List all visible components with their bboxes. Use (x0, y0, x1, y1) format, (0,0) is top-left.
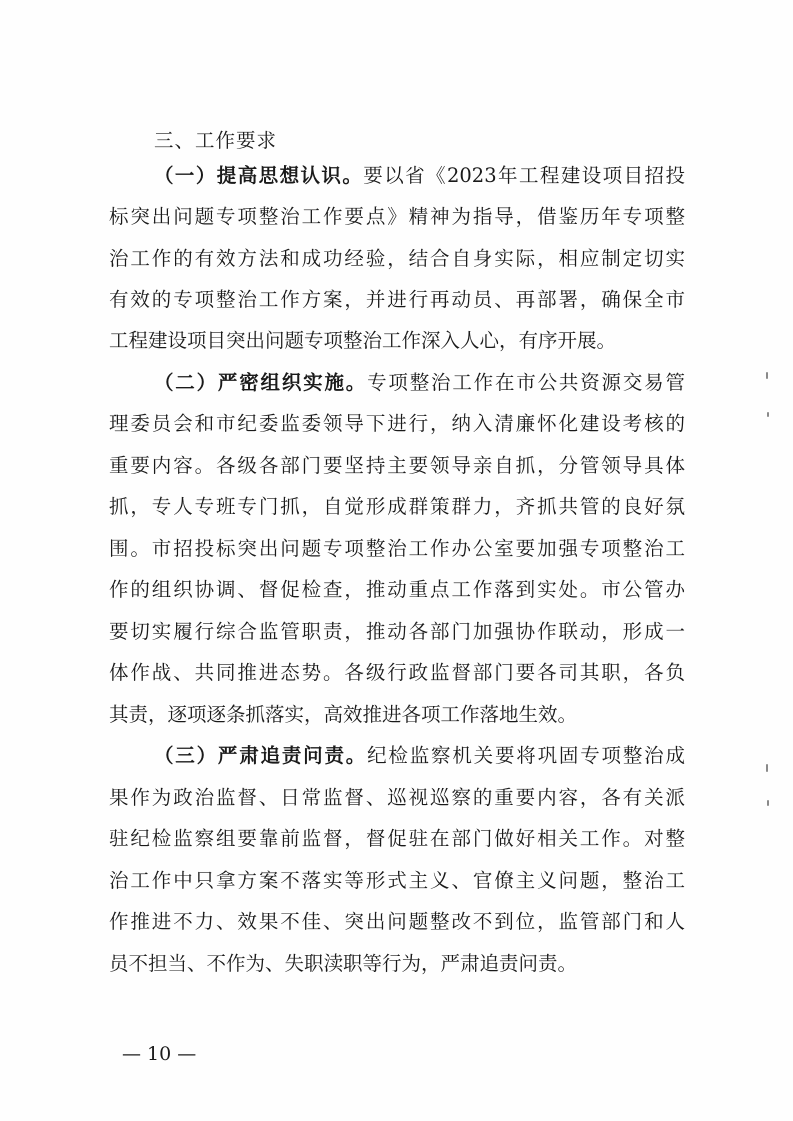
scan-mark (766, 372, 768, 379)
scan-mark (767, 800, 769, 806)
paragraph-3-line-3: 驻纪检监察组要靠前监督，督促驻在部门做好相关工作。对整 (109, 827, 685, 850)
paragraph-2-lead: （二）严密组织实施。 (154, 371, 368, 394)
paragraph-1-line-5: 工程建设项目突出问题专项整治工作深入人心，有序开展。 (109, 329, 617, 352)
paragraph-2-line-4: 抓，专人专班专门抓，自觉形成群策群力，齐抓共管的良好氛 (109, 495, 685, 518)
paragraph-3-line-6: 员不担当、不作为、失职渎职等行为，严肃追责问责。 (109, 952, 578, 975)
paragraph-2-line-9: 其责，逐项逐条抓落实，高效推进各项工作落地生效。 (109, 703, 578, 726)
paragraph-2-text: 专项整治工作在市公共资源交易管 (367, 371, 685, 394)
paragraph-2-line-2: 理委员会和市纪委监委领导下进行，纳入清廉怀化建设考核的 (109, 412, 685, 435)
paragraph-1-lead: （一）提高思想认识。 (154, 164, 364, 187)
paragraph-2-line-5: 围。市招投标突出问题专项整治工作办公室要加强专项整治工 (109, 537, 685, 560)
paragraph-3-line-2: 果作为政治监督、日常监督、巡视巡察的重要内容，各有关派 (109, 786, 685, 809)
paragraph-3-line-1 (154, 743, 685, 769)
paragraph-2-line-3: 重要内容。各级各部门要坚持主要领导亲自抓，分管领导具体 (109, 454, 685, 477)
paragraph-1-line-2: 标突出问题专项整治工作要点》精神为指导，借鉴历年专项整 (109, 205, 685, 228)
section-heading: 三、工作要求 (154, 129, 278, 152)
paragraph-1-line-3: 治工作的有效方法和成功经验，结合自身实际，相应制定切实 (109, 247, 685, 270)
paragraph-2-line-6: 作的组织协调、督促检查，推动重点工作落到实处。市公管办 (109, 578, 685, 601)
paragraph-1-text: 要以省《2023年工程建设项目招投 (363, 164, 685, 187)
paragraph-2-line-7: 要切实履行综合监管职责，推动各部门加强协作联动，形成一 (109, 620, 685, 643)
paragraph-1-line-4: 有效的专项整治工作方案，并进行再动员、再部署，确保全市 (109, 288, 685, 311)
paragraph-3-lead: （三）严肃追责问责。 (154, 744, 368, 767)
paragraph-1-line-1 (154, 163, 685, 189)
scan-mark (767, 412, 769, 417)
paragraph-3-text: 纪检监察机关要将巩固专项整治成 (367, 744, 685, 767)
paragraph-2-line-8: 体作战、共同推进态势。各级行政监督部门要各司其职，各负 (109, 661, 685, 684)
scan-mark (766, 764, 768, 772)
paragraph-3-line-4: 治工作中只拿方案不落实等形式主义、官僚主义问题，整治工 (109, 869, 685, 892)
paragraph-3-line-5: 作推进不力、效果不佳、突出问题整改不到位，监管部门和人 (109, 910, 685, 933)
page-number: — 10 — (122, 1043, 197, 1065)
paragraph-2-line-1 (154, 370, 685, 396)
